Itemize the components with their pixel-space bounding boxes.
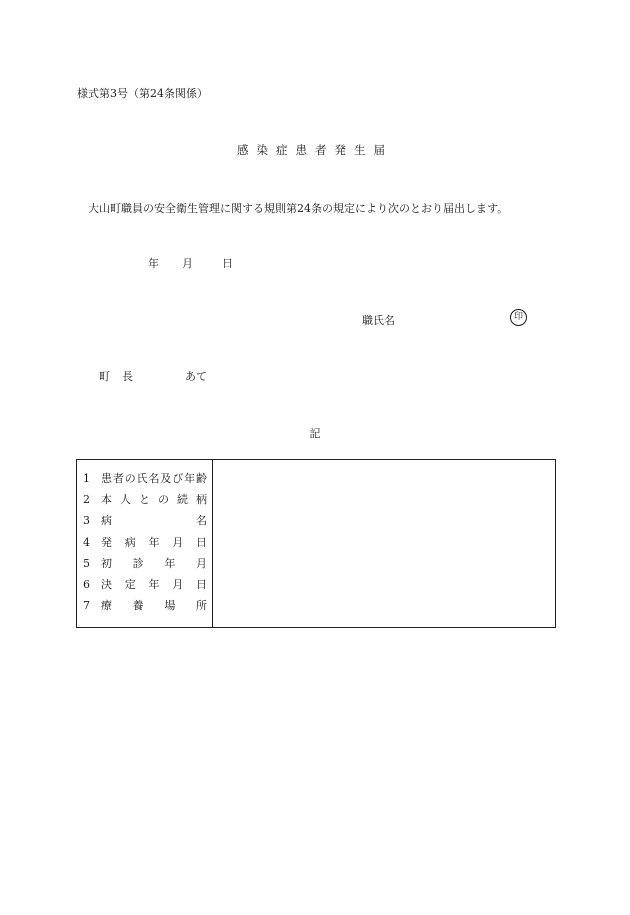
row-label-char: 発 [101,535,112,549]
label-column [77,460,213,627]
row-label [101,595,207,616]
row-label-char: 本 [101,493,112,507]
date-year-label: 年 [148,257,159,270]
items-table [76,459,556,628]
row-number: 4 [83,535,90,549]
row-label-char: 年 [164,556,176,570]
row-label-char: 名 [148,472,160,485]
row-label [101,489,207,510]
table-row [77,574,212,595]
row-number: 7 [83,599,90,613]
row-label [101,574,207,595]
row-label-char: と [139,493,150,507]
row-label-char: 初 [101,556,112,570]
row-label-char: 及 [160,472,172,485]
date-line [148,255,233,271]
seal-icon: 印 [510,309,527,326]
addressee [99,368,207,384]
row-label-char: 病 [101,514,112,528]
row-label-char: 氏 [136,472,148,485]
addressee-suffix: あて [185,370,207,383]
row-number: 1 [83,472,90,485]
form-number: 様式第3号（第24条関係） [77,87,208,100]
row-label-char: 年 [148,577,160,591]
row-label-char: 定 [124,577,136,591]
table-row [77,553,212,574]
row-number: 6 [83,577,90,591]
row-label-char: 者 [112,472,124,485]
row-label-char: 所 [195,599,207,613]
row-label-char: 日 [196,535,207,549]
date-day-label: 日 [222,257,233,270]
table-row [77,595,212,616]
ki-heading: 記 [309,427,321,440]
table-row [77,468,212,489]
row-label [101,532,207,553]
row-label-char: 患 [101,472,112,485]
row-label [101,553,207,574]
row-label-char: の [158,493,169,507]
row-label-char: 齢 [196,472,207,485]
row-label-char: 場 [164,599,176,613]
table-row [77,489,212,510]
row-label-char: び [172,472,184,485]
row-label-char: 療 [101,599,112,613]
document-title: 感染症患者発生届 [237,143,393,157]
date-month-label: 月 [182,257,193,270]
row-label-char: 病 [124,535,136,549]
row-label-char: 月 [172,577,184,591]
row-label [101,468,207,489]
row-number: 2 [83,493,90,507]
row-label-char: 柄 [196,493,207,507]
row-label-char: 決 [101,577,112,591]
row-number: 5 [83,556,90,570]
table-row [77,510,212,531]
row-label-char: 月 [172,535,184,549]
name-label: 職氏名 [362,314,395,327]
row-label-char: 年 [148,535,160,549]
row-label-char: の [124,472,136,485]
row-label-char: 名 [196,514,207,528]
row-label [101,510,207,531]
row-label-char: 人 [120,493,131,507]
row-label-char: 養 [132,599,144,613]
row-label-char: 月 [195,556,207,570]
row-label-char: 診 [132,556,144,570]
table-row [77,532,212,553]
row-number: 3 [83,514,90,528]
row-label-char: 年 [184,472,196,485]
row-label-char: 日 [196,577,207,591]
addressee-title: 町長 [99,370,145,383]
row-label-char: 続 [177,493,188,507]
value-column[interactable] [213,460,555,627]
intro-text: 大山町職員の安全衛生管理に関する規則第24条の規定により次のとおり届出します。 [88,202,509,215]
